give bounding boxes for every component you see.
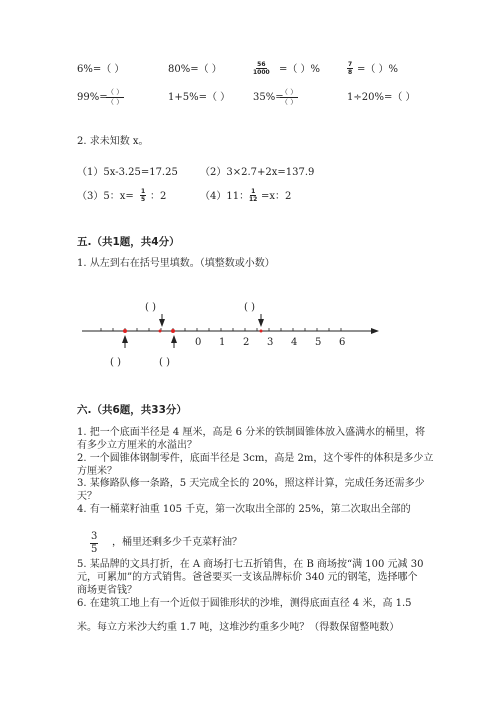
problem-line-1: 1. 把一个底面半径是 4 厘米，高是 6 分米的铁制圆锥体放入盛满水的桶里，将 <box>77 427 426 438</box>
tick-label: 2 <box>243 337 250 348</box>
fraction-blank-35: （ ） （ ） <box>281 88 298 106</box>
problem-line-8: 5. 某品牌的文具打折，在 A 商场打七五折销售，在 B 商场按“满 100 元减 30 <box>77 559 424 570</box>
fraction-3-5: $\frac{3}{5}$ <box>91 531 98 555</box>
section-5-title: 五.（共1题，共4分） <box>77 236 180 248</box>
equation-3-suffix: ：2 <box>150 191 167 202</box>
problem-line-3: 2. 一个圆锥体钢制零件，底面半径是 3cm，高是 2m，这个零件的体积是多少立 <box>77 453 434 464</box>
point-a <box>123 329 127 333</box>
equation-4-prefix: （4）11： <box>200 191 250 202</box>
problem-line-4: 方厘米？ <box>77 466 117 477</box>
problem-line-7: 4. 有一桶菜籽油重 105 千克，第一次取出全部的 25%，第二次取出全部的 <box>77 504 411 515</box>
exercise-99-percent: 99%= <box>77 92 108 103</box>
point-d <box>260 330 263 333</box>
tick-label: 1 <box>219 337 226 348</box>
point-c <box>159 330 162 333</box>
fraction-7-8: $\frac{7}{8}$ <box>348 61 353 76</box>
point-b <box>171 329 175 333</box>
exercise-6-percent: 6%=（ ） <box>77 64 125 75</box>
exercise-1-div-20-percent: 1÷20%=（ ） <box>347 92 416 103</box>
problem-line-11: 6. 在建筑工地上有一个近似于圆锥形状的沙堆，测得底面直径 4 米，高 1.5 <box>77 598 412 609</box>
blank-top-1: ( ) <box>145 302 156 313</box>
tick-label: 5 <box>315 337 322 348</box>
exercise-80-percent: 80%=（ ） <box>168 64 222 75</box>
fraction-blank-99: （ ） （ ） <box>107 88 124 106</box>
problem-line-12: 米。每立方米沙大约重 1.7 吨，这堆沙约重多少吨？（得数保留整吨数） <box>77 622 400 633</box>
question-2-title: 2. 求未知数 x。 <box>77 136 149 147</box>
section-6-title: 六.（共6题，共33分） <box>77 404 187 416</box>
equation-4-suffix: =x：2 <box>261 191 292 202</box>
equation-3-prefix: （3）5：x= <box>77 191 134 202</box>
exercise-7-8-blank: =（ ）% <box>357 64 399 75</box>
blank-bottom-1: ( ) <box>110 357 121 368</box>
problem-line-5: 3. 某修路队修一条路，5 天完成全长的 20%，照这样计算，完成任务还需多少 <box>77 478 425 489</box>
fraction-1-12: $\frac{1}{12}$ <box>249 188 258 203</box>
fraction-1-5: $\frac{1}{5}$ <box>141 188 146 203</box>
problem-line-2: 有多少立方厘米的水溢出？ <box>77 440 197 451</box>
exercise-56-1000-blank: =（ ）% <box>279 64 321 75</box>
equation-1: （1）5x-3.25=17.25 <box>77 167 178 178</box>
problem-line-9: 元，可累加”的方式销售。爸爸要买一支该品牌标价 340 元的钢笔，选择哪个 <box>77 572 418 583</box>
section-5-question-1: 1. 从左到右在括号里填数。（填整数或小数） <box>77 258 275 269</box>
fraction-56-1000: $\frac{56}{1000}$ <box>253 61 270 76</box>
problem-line-6: 天？ <box>77 491 97 502</box>
problem-4-continuation: ，桶里还剩多少千克菜籽油？ <box>112 537 242 548</box>
blank-top-2: ( ) <box>244 302 255 313</box>
tick-label: 6 <box>339 337 346 348</box>
tick-label: 0 <box>195 337 202 348</box>
blank-bottom-2: ( ) <box>159 357 170 368</box>
exercise-35-percent: 35%= <box>253 92 284 103</box>
tick-label: 3 <box>267 337 274 348</box>
tick-label: 4 <box>291 337 298 348</box>
equation-2: （2）3×2.7+2x=137.9 <box>200 167 315 178</box>
problem-line-10: 商场更省钱？ <box>77 585 137 596</box>
exercise-1-plus-5-percent: 1+5%=（ ） <box>168 92 231 103</box>
